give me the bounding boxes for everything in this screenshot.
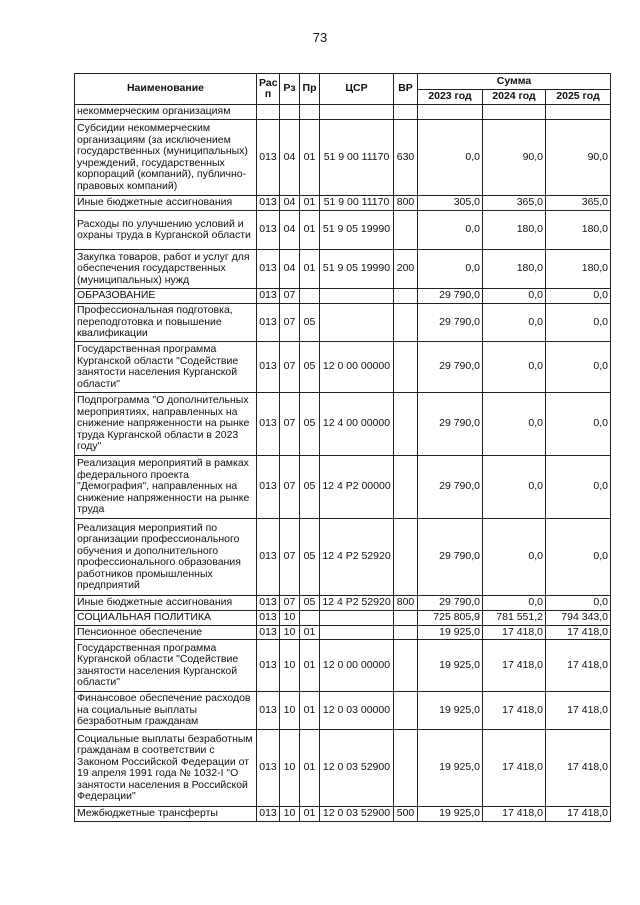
cell-v2025: 17 418,0: [546, 730, 611, 807]
cell-ras: 013: [257, 456, 280, 519]
cell-name: ОБРАЗОВАНИЕ: [75, 289, 257, 304]
cell-csr: 12 4 00 00000: [320, 393, 394, 456]
table-row: [75, 250, 611, 289]
table-row: [75, 611, 611, 626]
cell-v2025: 17 418,0: [546, 807, 611, 822]
cell-csr: 51 9 00 11170: [320, 196, 394, 211]
cell-v2024: 17 418,0: [483, 730, 546, 807]
cell-ras: 013: [257, 304, 280, 342]
cell-rz: 10: [280, 807, 300, 822]
cell-vr: [394, 289, 418, 304]
cell-vr: [394, 611, 418, 626]
cell-v2024: 0,0: [483, 456, 546, 519]
cell-csr: [320, 105, 394, 120]
cell-vr: 800: [394, 596, 418, 611]
cell-name: СОЦИАЛЬНАЯ ПОЛИТИКА: [75, 611, 257, 626]
table-row: [75, 807, 611, 822]
cell-name: некоммерческим организациям: [75, 105, 257, 120]
cell-rz: 10: [280, 611, 300, 626]
cell-ras: 013: [257, 611, 280, 626]
cell-pr: [300, 105, 320, 120]
cell-name: Расходы по улучшению условий и охраны труда в Курганской области: [75, 211, 257, 250]
cell-csr: 12 4 P2 52920: [320, 596, 394, 611]
cell-v2023: 0,0: [418, 250, 483, 289]
header-pr: Пр: [300, 74, 320, 105]
cell-v2025: 0,0: [546, 342, 611, 393]
cell-pr: 05: [300, 342, 320, 393]
cell-v2023: 19 925,0: [418, 626, 483, 640]
cell-name: Межбюджетные трансферты: [75, 807, 257, 822]
header-ras: Рас п: [257, 74, 280, 105]
table-row: [75, 519, 611, 596]
table-row: [75, 393, 611, 456]
table-row: [75, 342, 611, 393]
cell-v2023: 19 925,0: [418, 730, 483, 807]
cell-v2024: 0,0: [483, 289, 546, 304]
cell-pr: 01: [300, 120, 320, 196]
table-row: [75, 730, 611, 807]
cell-v2023: 29 790,0: [418, 456, 483, 519]
header-rz: Рз: [280, 74, 300, 105]
cell-name: Реализация мероприятий по организации профессионального обучения и дополнительного профессионального образования работников промышленных предприятий: [75, 519, 257, 596]
cell-v2025: 0,0: [546, 393, 611, 456]
cell-v2025: 794 343,0: [546, 611, 611, 626]
cell-csr: 12 0 03 52900: [320, 807, 394, 822]
header-vr: ВР: [394, 74, 418, 105]
cell-ras: 013: [257, 519, 280, 596]
cell-vr: [394, 456, 418, 519]
cell-v2024: 180,0: [483, 250, 546, 289]
cell-csr: 12 4 P2 00000: [320, 456, 394, 519]
cell-name: Реализация мероприятий в рамках федерального проекта "Демография", направленных на снижение напряженности на рынке труда: [75, 456, 257, 519]
cell-ras: 013: [257, 120, 280, 196]
cell-name: Иные бюджетные ассигнования: [75, 596, 257, 611]
cell-vr: 800: [394, 196, 418, 211]
cell-vr: 200: [394, 250, 418, 289]
header-sum: Сумма: [418, 74, 611, 90]
table-row: [75, 640, 611, 692]
table-row: [75, 289, 611, 304]
cell-rz: 10: [280, 692, 300, 730]
cell-ras: 013: [257, 342, 280, 393]
cell-pr: [300, 289, 320, 304]
cell-vr: 500: [394, 807, 418, 822]
cell-v2023: 29 790,0: [418, 342, 483, 393]
cell-rz: 07: [280, 456, 300, 519]
cell-pr: 01: [300, 807, 320, 822]
table-body: [75, 105, 611, 822]
cell-rz: 10: [280, 626, 300, 640]
cell-vr: [394, 105, 418, 120]
cell-rz: 07: [280, 596, 300, 611]
header-2023: 2023 год: [418, 90, 483, 105]
cell-ras: 013: [257, 596, 280, 611]
cell-pr: 05: [300, 456, 320, 519]
cell-v2025: 17 418,0: [546, 640, 611, 692]
cell-rz: 04: [280, 211, 300, 250]
cell-v2025: 17 418,0: [546, 692, 611, 730]
cell-v2025: 90,0: [546, 120, 611, 196]
cell-v2024: 17 418,0: [483, 692, 546, 730]
cell-rz: 07: [280, 289, 300, 304]
cell-v2024: 365,0: [483, 196, 546, 211]
cell-v2025: 180,0: [546, 250, 611, 289]
cell-ras: 013: [257, 692, 280, 730]
cell-pr: 01: [300, 730, 320, 807]
cell-v2023: 19 925,0: [418, 640, 483, 692]
cell-v2025: 17 418,0: [546, 626, 611, 640]
page-number: 73: [312, 30, 328, 45]
cell-v2023: 19 925,0: [418, 807, 483, 822]
cell-name: Социальные выплаты безработным гражданам в соответствии с Законом Российской Федерации от 19 апреля 1991 года № 1032-I "О занятости населения в Российской Федерации": [75, 730, 257, 807]
cell-csr: [320, 626, 394, 640]
cell-v2025: 0,0: [546, 596, 611, 611]
cell-v2024: 17 418,0: [483, 807, 546, 822]
cell-v2024: [483, 105, 546, 120]
cell-name: Государственная программа Курганской области "Содействие занятости населения Курганской области": [75, 342, 257, 393]
cell-vr: [394, 211, 418, 250]
cell-v2025: 0,0: [546, 289, 611, 304]
cell-v2024: 0,0: [483, 393, 546, 456]
table-row: [75, 692, 611, 730]
cell-ras: 013: [257, 626, 280, 640]
cell-name: Иные бюджетные ассигнования: [75, 196, 257, 211]
cell-pr: 01: [300, 196, 320, 211]
cell-csr: [320, 289, 394, 304]
table-row: [75, 211, 611, 250]
cell-v2025: 180,0: [546, 211, 611, 250]
table-row: [75, 596, 611, 611]
cell-vr: [394, 519, 418, 596]
cell-rz: 07: [280, 519, 300, 596]
cell-rz: 04: [280, 120, 300, 196]
cell-name: Субсидии некоммерческим организациям (за исключением государственных (муниципальных) учреждений, государственных корпораций (компаний), публично-правовых компаний): [75, 120, 257, 196]
cell-v2024: 17 418,0: [483, 640, 546, 692]
cell-csr: 12 0 03 52900: [320, 730, 394, 807]
cell-v2023: 19 925,0: [418, 692, 483, 730]
table-row: [75, 626, 611, 640]
cell-v2024: 781 551,2: [483, 611, 546, 626]
cell-vr: [394, 626, 418, 640]
cell-csr: [320, 304, 394, 342]
cell-v2023: 29 790,0: [418, 393, 483, 456]
cell-name: Государственная программа Курганской области "Содействие занятости населения Курганской области": [75, 640, 257, 692]
cell-v2023: 29 790,0: [418, 519, 483, 596]
cell-rz: 04: [280, 196, 300, 211]
cell-ras: 013: [257, 807, 280, 822]
cell-ras: 013: [257, 211, 280, 250]
cell-name: Пенсионное обеспечение: [75, 626, 257, 640]
cell-rz: 04: [280, 250, 300, 289]
header-name: Наименование: [75, 74, 257, 105]
cell-vr: [394, 342, 418, 393]
header-2025: 2025 год: [546, 90, 611, 105]
cell-pr: 05: [300, 304, 320, 342]
cell-v2023: 0,0: [418, 211, 483, 250]
cell-ras: 013: [257, 196, 280, 211]
cell-ras: 013: [257, 730, 280, 807]
cell-v2025: 0,0: [546, 519, 611, 596]
cell-csr: 12 0 00 00000: [320, 342, 394, 393]
cell-v2024: 17 418,0: [483, 626, 546, 640]
cell-v2023: 29 790,0: [418, 596, 483, 611]
cell-pr: 01: [300, 211, 320, 250]
cell-ras: 013: [257, 393, 280, 456]
cell-vr: [394, 692, 418, 730]
cell-v2023: 0,0: [418, 120, 483, 196]
cell-pr: 01: [300, 640, 320, 692]
cell-v2024: 0,0: [483, 596, 546, 611]
cell-csr: [320, 611, 394, 626]
cell-vr: [394, 304, 418, 342]
cell-pr: 05: [300, 519, 320, 596]
table-row: [75, 120, 611, 196]
cell-csr: 12 0 03 00000: [320, 692, 394, 730]
cell-ras: 013: [257, 640, 280, 692]
header-2024: 2024 год: [483, 90, 546, 105]
cell-vr: 630: [394, 120, 418, 196]
cell-v2024: 0,0: [483, 304, 546, 342]
cell-pr: 01: [300, 692, 320, 730]
cell-rz: 07: [280, 393, 300, 456]
table-row: [75, 304, 611, 342]
cell-v2023: 29 790,0: [418, 289, 483, 304]
budget-table: [74, 73, 611, 822]
cell-name: Подпрограмма "О дополнительных мероприятиях, направленных на снижение напряженности на рынке труда Курганской области в 2023 году": [75, 393, 257, 456]
cell-pr: 05: [300, 596, 320, 611]
cell-v2024: 90,0: [483, 120, 546, 196]
cell-rz: 10: [280, 730, 300, 807]
cell-csr: 51 9 05 19990: [320, 211, 394, 250]
cell-v2025: 0,0: [546, 304, 611, 342]
cell-name: Профессиональная подготовка, переподготовка и повышение квалификации: [75, 304, 257, 342]
cell-v2024: 0,0: [483, 342, 546, 393]
header-csr: ЦСР: [320, 74, 394, 105]
cell-csr: 12 0 00 00000: [320, 640, 394, 692]
cell-ras: 013: [257, 289, 280, 304]
cell-name: Закупка товаров, работ и услуг для обеспечения государственных (муниципальных) нужд: [75, 250, 257, 289]
table-row: [75, 105, 611, 120]
cell-pr: 01: [300, 250, 320, 289]
cell-vr: [394, 640, 418, 692]
cell-rz: [280, 105, 300, 120]
cell-csr: 12 4 P2 52920: [320, 519, 394, 596]
cell-vr: [394, 730, 418, 807]
cell-vr: [394, 393, 418, 456]
cell-pr: [300, 611, 320, 626]
cell-v2023: 725 805,9: [418, 611, 483, 626]
table-row: [75, 456, 611, 519]
cell-csr: 51 9 00 11170: [320, 120, 394, 196]
cell-v2024: 180,0: [483, 211, 546, 250]
cell-v2023: 305,0: [418, 196, 483, 211]
cell-rz: 07: [280, 342, 300, 393]
cell-csr: 51 9 05 19990: [320, 250, 394, 289]
cell-v2023: [418, 105, 483, 120]
cell-v2023: 29 790,0: [418, 304, 483, 342]
cell-v2025: [546, 105, 611, 120]
cell-v2025: 0,0: [546, 456, 611, 519]
cell-v2024: 0,0: [483, 519, 546, 596]
cell-rz: 10: [280, 640, 300, 692]
cell-pr: 05: [300, 393, 320, 456]
cell-rz: 07: [280, 304, 300, 342]
table-row: [75, 196, 611, 211]
cell-ras: [257, 105, 280, 120]
cell-pr: 01: [300, 626, 320, 640]
cell-v2025: 365,0: [546, 196, 611, 211]
cell-ras: 013: [257, 250, 280, 289]
cell-name: Финансовое обеспечение расходов на социальные выплаты безработным гражданам: [75, 692, 257, 730]
